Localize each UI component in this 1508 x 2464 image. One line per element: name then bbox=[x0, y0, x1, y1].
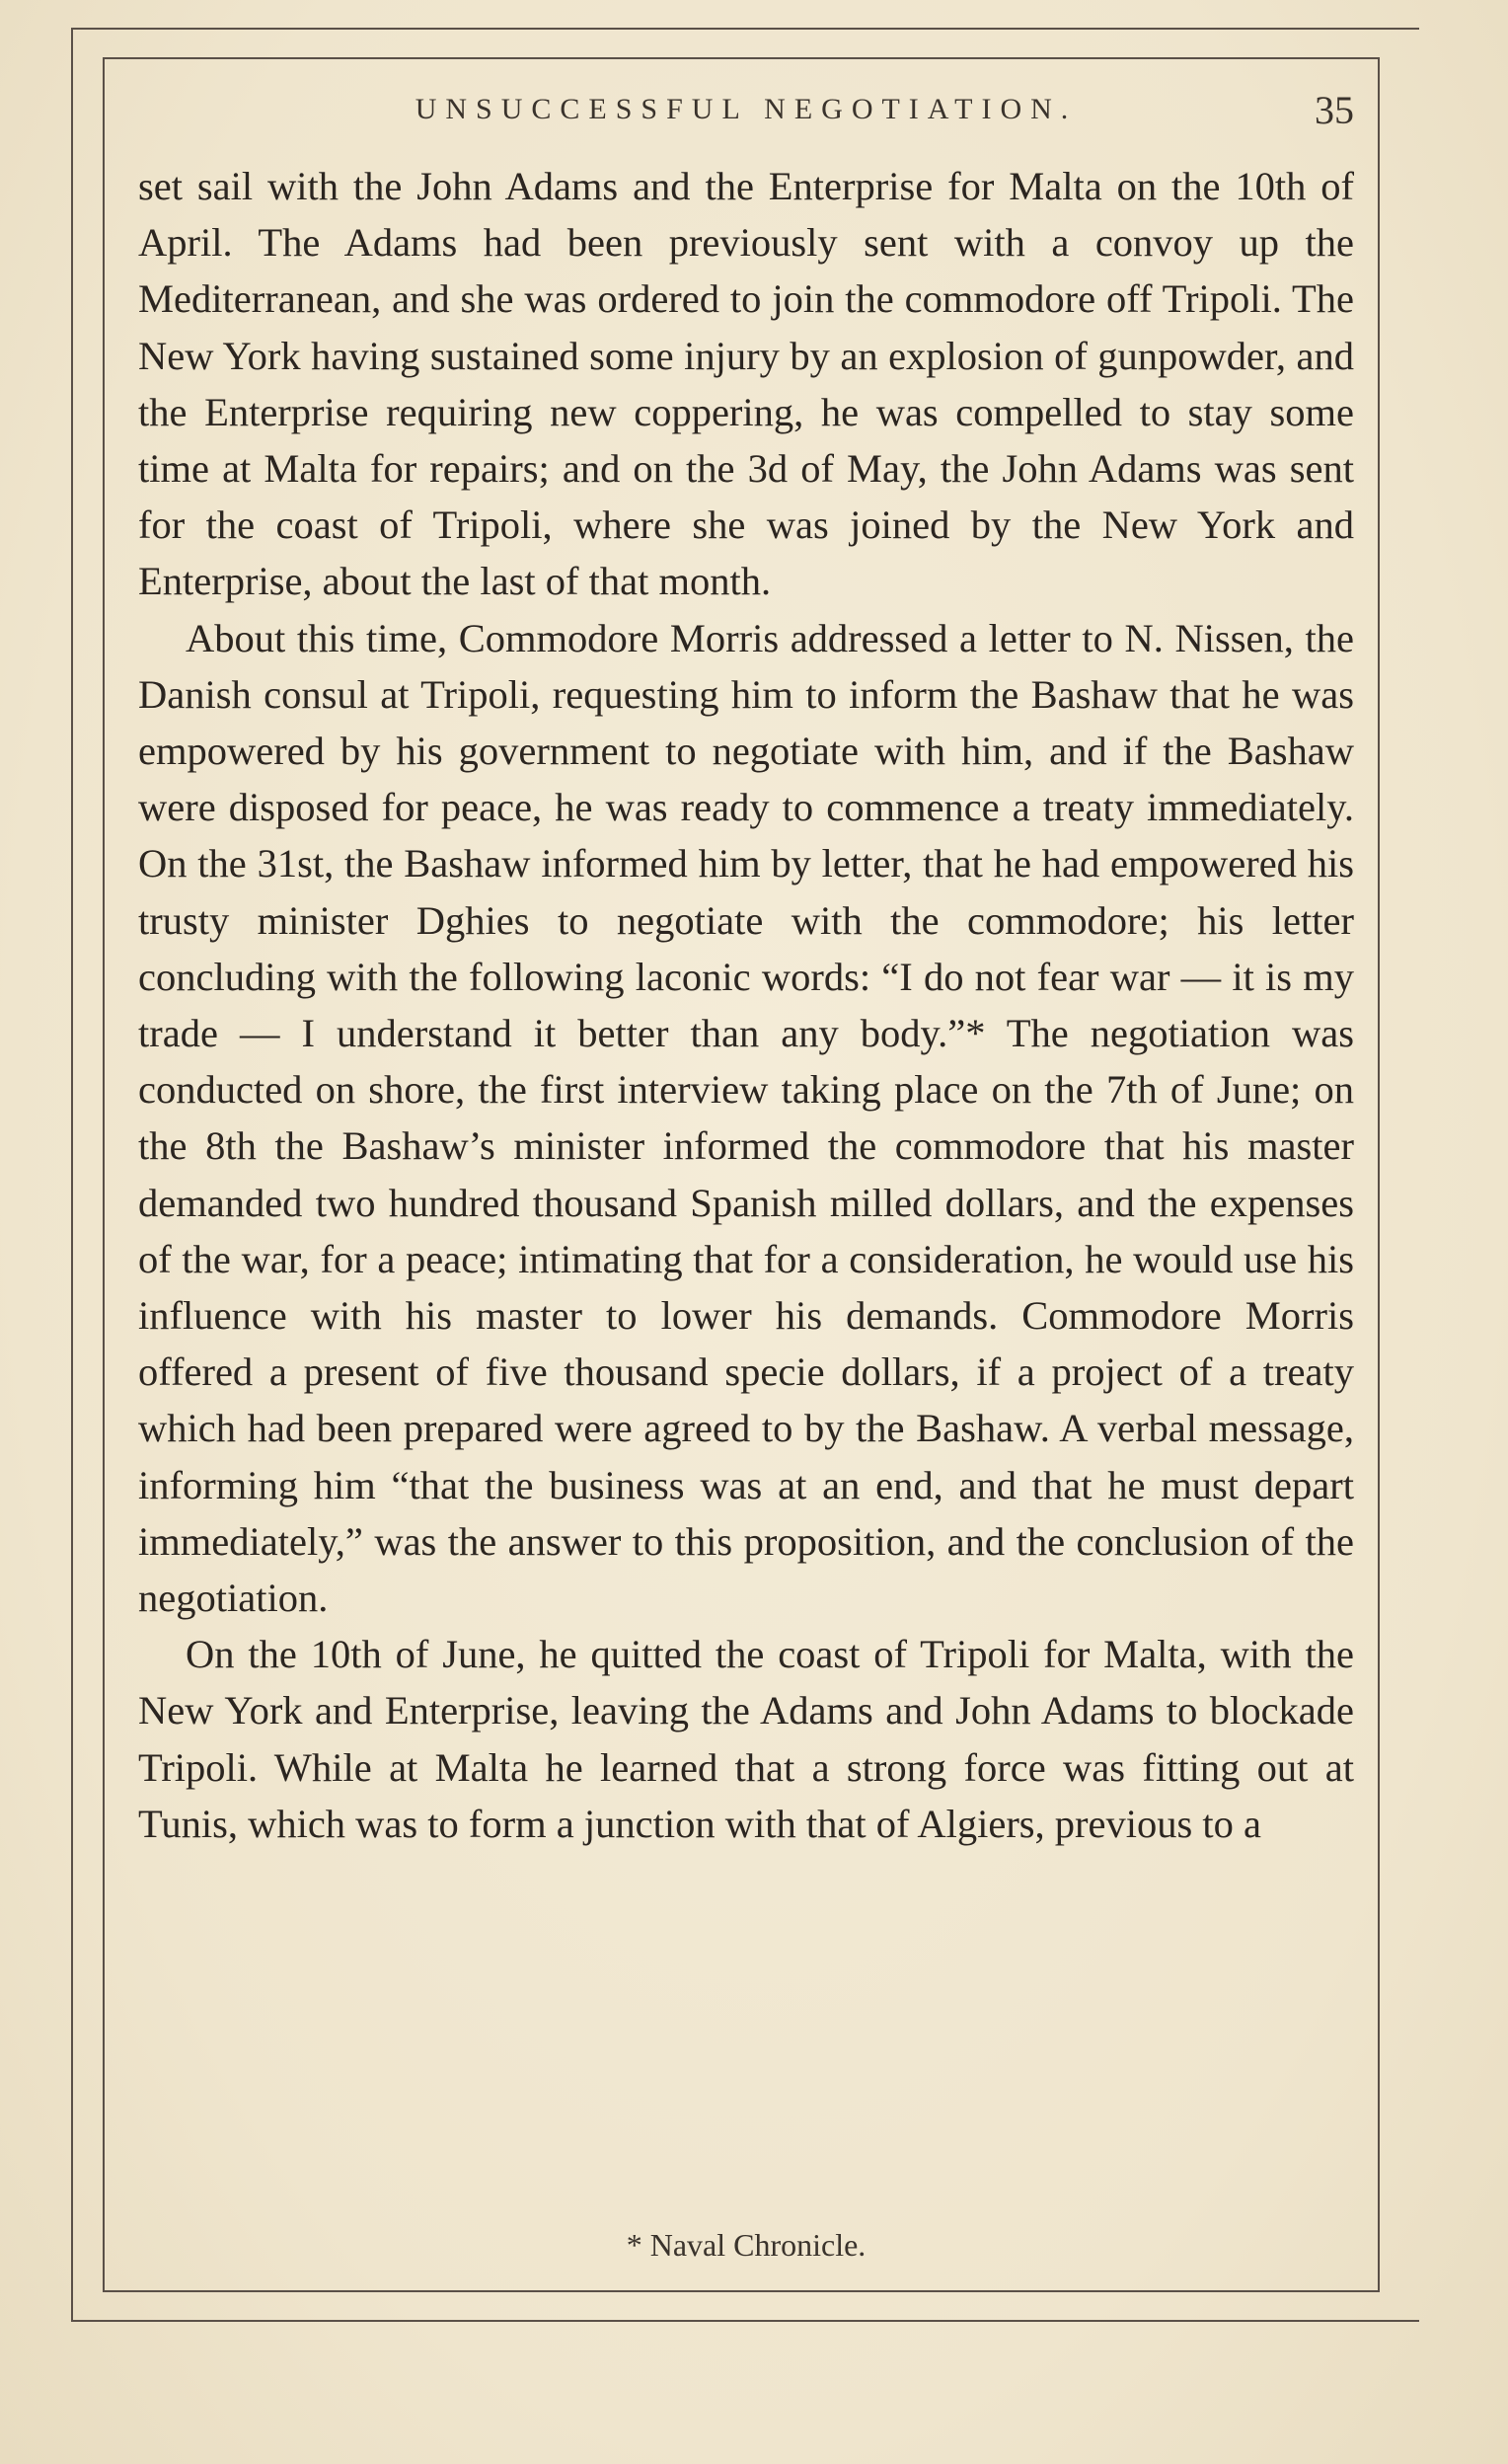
running-head: UNSUCCESSFUL NEGOTIATION. bbox=[415, 93, 1078, 125]
page-header bbox=[138, 87, 1354, 136]
body-text bbox=[138, 158, 1354, 1852]
paragraph: About this time, Commodore Morris addressed a letter to N. Nissen, the Danish consul at Tripoli, requesting him to inform the Bashaw that he was empowered by his government to negotiate with him, and if the Bashaw were disposed for peace, he was ready to commence a treaty immediately. On the 31st, the Bashaw informed him by letter, that he had empowered his trusty minister Dghies to negotiate with the commodore; his letter concluding with the following laconic words: “I do not fear war — it is my trade — I understand it better than any body.”* The negotiation was conducted on shore, the first interview taking place on the 7th of June; on the 8th the Bashaw’s minister informed the commodore that his master demanded two hundred thousand Spanish milled dollars, and the expenses of the war, for a peace; intimating that for a consideration, he would use his influence with his master to lower his demands. Commodore Morris offered a present of five thousand specie dollars, if a project of a treaty which had been prepared were agreed to by the Bashaw. A verbal message, informing him “that the business was at an end, and that he must depart immediately,” was the answer to this proposition, and the conclusion of the negotiation. bbox=[138, 615, 1354, 1621]
paragraph-continued: set sail with the John Adams and the Enterprise for Malta on the 10th of April. The Adams had been previously sent with a convoy up the Mediterranean, and she was ordered to join the commodore off Tripoli. The New York having sustained some injury by an explosion of gunpowder, and the Enterprise requiring new coppering, he was compelled to stay some time at Malta for repairs; and on the 3d of May, the John Adams was sent for the coast of Tripoli, where she was joined by the New York and Enterprise, about the last of that month. bbox=[138, 164, 1354, 604]
page-number: 35 bbox=[1315, 88, 1354, 132]
paragraph: On the 10th of June, he quitted the coast of Tripoli for Malta, with the New York and Enterprise, leaving the Adams and John Adams to blockade Tripoli. While at Malta he learned that a strong force was fitting out at Tunis, which was to form a junction with that of Algiers, previous to a bbox=[138, 1632, 1354, 1846]
footnote: * Naval Chronicle. bbox=[626, 2227, 867, 2263]
